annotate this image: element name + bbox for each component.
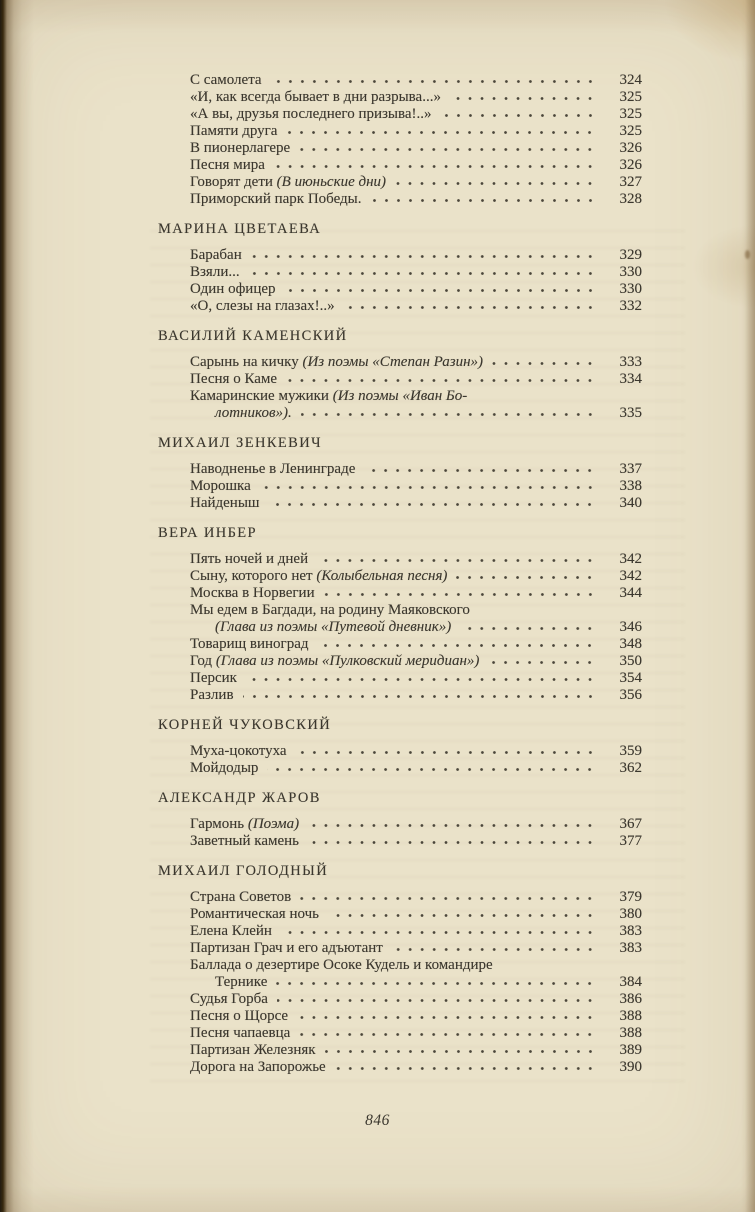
dot-leader	[277, 998, 600, 1003]
entry-title	[190, 670, 237, 687]
entry-line	[190, 298, 642, 315]
entry-title-run: Разлив	[190, 687, 234, 703]
entry-title	[190, 298, 335, 315]
dot-leader	[276, 981, 600, 986]
entry-title	[190, 585, 315, 602]
entry-line	[190, 991, 642, 1008]
entry-title-run: Заветный камень	[190, 833, 299, 849]
entry-title-run: Барабан	[190, 247, 242, 263]
entry-line	[190, 687, 642, 704]
entry-line	[190, 106, 642, 123]
entry-title	[190, 760, 258, 777]
entry-title	[190, 478, 251, 495]
toc-entry	[190, 687, 642, 704]
dot-leader	[392, 947, 600, 952]
entry-line	[190, 247, 642, 264]
toc-entry	[190, 495, 642, 512]
toc-entry	[190, 991, 642, 1008]
entry-title	[190, 906, 319, 923]
entry-page-number: 333	[619, 354, 642, 370]
entry-title-run: Сарынь на кичку	[190, 354, 303, 370]
toc-entry	[190, 906, 642, 923]
entry-page-number: 330	[619, 281, 642, 297]
entry-page-number: 350	[619, 653, 642, 669]
dot-leader	[274, 164, 600, 169]
entry-title	[190, 174, 386, 191]
toc-entry	[190, 478, 642, 495]
toc-entry	[190, 1042, 642, 1059]
entry-line	[190, 906, 642, 923]
dot-leader	[246, 677, 600, 682]
entry-page-number: 383	[619, 923, 642, 939]
toc-section	[190, 72, 642, 208]
entry-page-number: 334	[619, 371, 642, 387]
dot-leader	[325, 1049, 600, 1054]
entry-title-run: Тернике	[215, 974, 268, 990]
toc-section	[158, 525, 642, 704]
entry-title-italic-run: (Глава из поэмы «Путевой дневник»)	[215, 619, 452, 635]
toc-entry	[190, 388, 642, 422]
toc-section	[158, 328, 642, 422]
dot-leader	[267, 767, 600, 772]
entry-title-run: Судья Горба	[190, 991, 268, 1007]
dot-leader	[308, 823, 600, 828]
entry-title-italic-run: (Поэма)	[247, 816, 300, 832]
entry-line	[190, 89, 642, 106]
entry-title-run: «О, слезы на глазах!..»	[190, 298, 335, 314]
entry-line	[190, 816, 642, 833]
entry-title	[190, 1008, 288, 1025]
entry-title-run: Гармонь	[190, 816, 248, 832]
entry-title-run: Морошка	[190, 478, 251, 494]
toc-section	[158, 863, 642, 1076]
entry-line	[190, 495, 642, 512]
toc-entry	[190, 957, 642, 991]
author-heading: ВАСИЛИЙ КАМЕНСКИЙ	[158, 328, 348, 344]
entry-line	[190, 388, 642, 405]
entry-title-run: Один офицер	[190, 281, 276, 297]
entry-line	[190, 157, 642, 174]
toc-entry	[190, 551, 642, 568]
dot-leader	[344, 305, 600, 310]
toc-entry	[190, 670, 642, 687]
entry-title-run: Памяти друга	[190, 123, 278, 139]
folio-page-number: 846	[365, 1112, 390, 1129]
toc-entry	[190, 72, 642, 89]
toc-entry	[190, 264, 642, 281]
toc-entry	[190, 174, 642, 191]
dot-leader	[308, 840, 600, 845]
entry-title-run: Год	[190, 653, 216, 669]
entry-title	[190, 264, 240, 281]
toc-section	[158, 717, 642, 777]
dot-leader	[488, 660, 600, 665]
dot-leader	[299, 1032, 600, 1037]
entry-title	[190, 1059, 326, 1076]
toc-entry	[190, 157, 642, 174]
entry-page-number: 326	[619, 157, 642, 173]
dot-leader	[285, 288, 600, 293]
author-heading: МИХАИЛ ЗЕНКЕВИЧ	[158, 435, 322, 451]
dot-leader	[286, 378, 600, 383]
entry-title	[190, 495, 259, 512]
toc-entry	[190, 1059, 642, 1076]
dot-leader	[324, 592, 600, 597]
entry-line	[190, 371, 642, 388]
paper-speck	[745, 250, 750, 259]
entry-line	[190, 833, 642, 850]
toc-entry	[190, 123, 642, 140]
entry-title-italic-run: (Глава из поэмы «Пулковский меридиан»)	[215, 653, 480, 669]
dot-leader	[328, 913, 600, 918]
entry-page-number: 337	[619, 461, 642, 477]
dot-leader	[286, 130, 600, 135]
entry-page-number: 388	[619, 1008, 642, 1024]
dot-leader	[460, 626, 600, 631]
dot-leader	[300, 896, 600, 901]
toc-entry	[190, 354, 642, 371]
entry-title-run: Мойдодыр	[190, 760, 259, 776]
dot-leader	[281, 930, 600, 935]
entry-title-run: С самолета	[190, 72, 262, 88]
entry-title-run: Товарищ виноград	[190, 636, 309, 652]
entry-line	[190, 264, 642, 281]
entry-title	[190, 991, 268, 1008]
entry-title	[190, 106, 432, 123]
toc-entry	[190, 298, 642, 315]
entry-page-number: 367	[619, 816, 642, 832]
entry-title-run: Персик	[190, 670, 237, 686]
dot-leader	[441, 113, 600, 118]
entry-title-run: Найденыш	[190, 495, 260, 511]
entry-line	[190, 72, 642, 89]
toc-section	[158, 221, 642, 315]
entry-line	[190, 568, 642, 585]
entry-title-italic-run: лотников»).	[215, 405, 292, 421]
entry-page-number: 335	[619, 405, 642, 421]
toc-entry	[190, 760, 642, 777]
entry-title-run: В пионерлагере	[190, 140, 291, 156]
entry-title	[190, 123, 277, 140]
entry-page-number: 324	[619, 72, 642, 88]
entry-title	[190, 889, 291, 906]
entry-title-italic-run: (Колыбельная песня)	[316, 568, 448, 584]
entry-page-number: 359	[619, 743, 642, 759]
entry-title	[190, 568, 447, 585]
entry-title	[190, 940, 383, 957]
entry-page-number: 327	[619, 174, 642, 190]
entry-title	[190, 1025, 290, 1042]
entry-title-run: Говорят дети	[190, 174, 277, 190]
entry-line	[190, 1025, 642, 1042]
entry-line	[190, 123, 642, 140]
entry-page-number: 332	[619, 298, 642, 314]
entry-title	[190, 354, 483, 371]
entry-line	[190, 551, 642, 568]
toc-entry	[190, 106, 642, 123]
entry-title	[190, 636, 308, 653]
entry-title-run: Партизан Грач и его адъютант	[190, 940, 383, 956]
entry-page-number: 390	[619, 1059, 642, 1075]
dot-leader	[364, 468, 600, 473]
entry-line	[190, 1008, 642, 1025]
entry-title	[190, 72, 262, 89]
dot-leader	[395, 181, 600, 186]
entry-line	[190, 957, 642, 974]
dot-leader	[243, 694, 600, 699]
toc-entry	[190, 371, 642, 388]
entry-page-number: 388	[619, 1025, 642, 1041]
entry-title	[190, 388, 467, 405]
dot-leader	[456, 575, 600, 580]
dot-leader	[335, 1066, 600, 1071]
entry-title-run: Елена Клейн	[190, 923, 272, 939]
entry-line	[190, 760, 642, 777]
entry-line	[190, 923, 642, 940]
entry-line	[190, 743, 642, 760]
entry-page-number: 338	[619, 478, 642, 494]
toc-entry	[190, 653, 642, 670]
entry-line	[215, 974, 642, 991]
entry-title	[190, 653, 479, 670]
entry-title	[190, 743, 287, 760]
entry-title	[190, 157, 265, 174]
entry-title	[190, 687, 234, 704]
dot-leader	[260, 485, 600, 490]
entry-title	[190, 602, 470, 619]
entry-line	[190, 1042, 642, 1059]
author-heading: ВЕРА ИНБЕР	[158, 525, 258, 541]
entry-title-run: Баллада о дезертире Осоке Кудель и командире	[190, 957, 493, 973]
dot-leader	[268, 502, 600, 507]
entry-title	[190, 833, 299, 850]
toc-entry	[190, 568, 642, 585]
dot-leader	[251, 254, 600, 259]
toc-entry	[190, 247, 642, 264]
entry-line	[190, 1059, 642, 1076]
entry-title-run: Сыну, которого нет	[190, 568, 317, 584]
toc-entry	[190, 940, 642, 957]
dot-leader	[317, 643, 600, 648]
entry-title	[190, 140, 290, 157]
entry-line	[190, 461, 642, 478]
entry-title-run: Мы едем в Багдади, на родину Маяковского	[190, 602, 470, 618]
entry-page-number: 328	[619, 191, 642, 207]
entry-page-number: 348	[619, 636, 642, 652]
toc-entry	[190, 816, 642, 833]
entry-title-run: Муха-цокотуха	[190, 743, 287, 759]
entry-page-number: 386	[619, 991, 642, 1007]
toc-entry	[190, 923, 642, 940]
toc-entry	[190, 89, 642, 106]
entry-page-number: 330	[619, 264, 642, 280]
entry-title	[190, 191, 362, 208]
toc-entry	[190, 281, 642, 298]
entry-page-number: 325	[619, 106, 642, 122]
entry-page-number: 325	[619, 123, 642, 139]
entry-title	[190, 281, 276, 298]
entry-title-run: Наводненье в Ленинграде	[190, 461, 356, 477]
author-heading: МИХАИЛ ГОЛОДНЫЙ	[158, 863, 329, 879]
entry-line	[190, 602, 642, 619]
entry-title-run: Песня мира	[190, 157, 265, 173]
entry-page-number: 377	[619, 833, 642, 849]
entry-line	[215, 405, 642, 422]
entry-title-run: Приморский парк Победы.	[190, 191, 362, 207]
entry-page-number: 340	[619, 495, 642, 511]
entry-title-italic-run: (В июньские дни)	[276, 174, 387, 190]
entry-page-number: 356	[619, 687, 642, 703]
entry-page-number: 354	[619, 670, 642, 686]
dot-leader	[271, 79, 600, 84]
toc-entry	[190, 1008, 642, 1025]
dot-leader	[301, 412, 600, 417]
entry-title	[190, 461, 355, 478]
toc-entry	[190, 833, 642, 850]
entry-title	[215, 619, 451, 636]
entry-title-run: Романтическая ночь	[190, 906, 319, 922]
dot-leader	[371, 198, 600, 203]
dot-leader	[450, 96, 600, 101]
toc-entry	[190, 585, 642, 602]
page-binding-shadow	[0, 0, 34, 1212]
entry-title	[190, 1042, 316, 1059]
entry-page-number: 326	[619, 140, 642, 156]
entry-line	[190, 670, 642, 687]
dot-leader	[299, 147, 600, 152]
entry-title-run: «И, как всегда бывает в дни разрыва...»	[190, 89, 441, 105]
author-heading: МАРИНА ЦВЕТАЕВА	[158, 221, 322, 237]
entry-title-italic-run: (Из поэмы «Иван Бо-	[332, 388, 468, 404]
author-heading: КОРНЕЙ ЧУКОВСКИЙ	[158, 717, 332, 733]
entry-page-number: 342	[619, 568, 642, 584]
entry-page-number: 384	[619, 974, 642, 990]
table-of-contents	[158, 72, 642, 1076]
toc-entry	[190, 461, 642, 478]
entry-title-run: Дорога на Запорожье	[190, 1059, 326, 1075]
toc-entry	[190, 602, 642, 636]
entry-page-number: 380	[619, 906, 642, 922]
entry-title	[190, 551, 308, 568]
entry-page-number: 325	[619, 89, 642, 105]
entry-title	[190, 923, 272, 940]
toc-entry	[190, 743, 642, 760]
dot-leader	[297, 1015, 600, 1020]
toc-entry	[190, 889, 642, 906]
entry-title	[190, 371, 277, 388]
toc-section	[158, 790, 642, 850]
dot-leader	[492, 361, 600, 366]
entry-title-run: Взяли...	[190, 264, 240, 280]
entry-line	[190, 940, 642, 957]
entry-page-number: 389	[619, 1042, 642, 1058]
entry-title	[215, 974, 267, 991]
entry-line	[190, 478, 642, 495]
entry-title	[190, 89, 441, 106]
entry-line	[190, 653, 642, 670]
entry-title-run: Партизан Железняк	[190, 1042, 316, 1058]
entry-title-run: «А вы, друзья последнего призыва!..»	[190, 106, 432, 122]
entry-page-number: 346	[619, 619, 642, 635]
entry-title-run: Песня чапаевца	[190, 1025, 291, 1041]
entry-line	[190, 636, 642, 653]
entry-page-number: 329	[619, 247, 642, 263]
entry-line	[190, 354, 642, 371]
entry-title-run: Песня о Щорсе	[190, 1008, 289, 1024]
toc-section	[158, 435, 642, 512]
entry-page-number: 362	[619, 760, 642, 776]
dot-leader	[296, 750, 600, 755]
entry-title-run: Москва в Норвегии	[190, 585, 315, 601]
entry-title-run: Камаринские мужики	[190, 388, 333, 404]
toc-entry	[190, 191, 642, 208]
entry-page-number: 379	[619, 889, 642, 905]
entry-page-number: 344	[619, 585, 642, 601]
entry-line	[190, 281, 642, 298]
entry-title	[190, 957, 493, 974]
entry-title	[215, 405, 292, 422]
entry-title	[190, 816, 299, 833]
dot-leader	[249, 271, 600, 276]
entry-line	[190, 140, 642, 157]
entry-title-italic-run: (Из поэмы «Степан Разин»)	[302, 354, 484, 370]
entry-line	[190, 174, 642, 191]
entry-page-number: 342	[619, 551, 642, 567]
page-edge-shadow	[745, 0, 755, 1212]
entry-title-run: Пять ночей и дней	[190, 551, 309, 567]
toc-entry	[190, 1025, 642, 1042]
entry-line	[215, 619, 642, 636]
entry-line	[190, 191, 642, 208]
entry-title-run: Страна Советов	[190, 889, 292, 905]
entry-line	[190, 889, 642, 906]
entry-title	[190, 247, 242, 264]
dot-leader	[317, 558, 600, 563]
author-heading: АЛЕКСАНДР ЖАРОВ	[158, 790, 321, 806]
entry-page-number: 383	[619, 940, 642, 956]
entry-line	[190, 585, 642, 602]
toc-entry	[190, 636, 642, 653]
toc-entry	[190, 140, 642, 157]
entry-title-run: Песня о Каме	[190, 371, 278, 387]
